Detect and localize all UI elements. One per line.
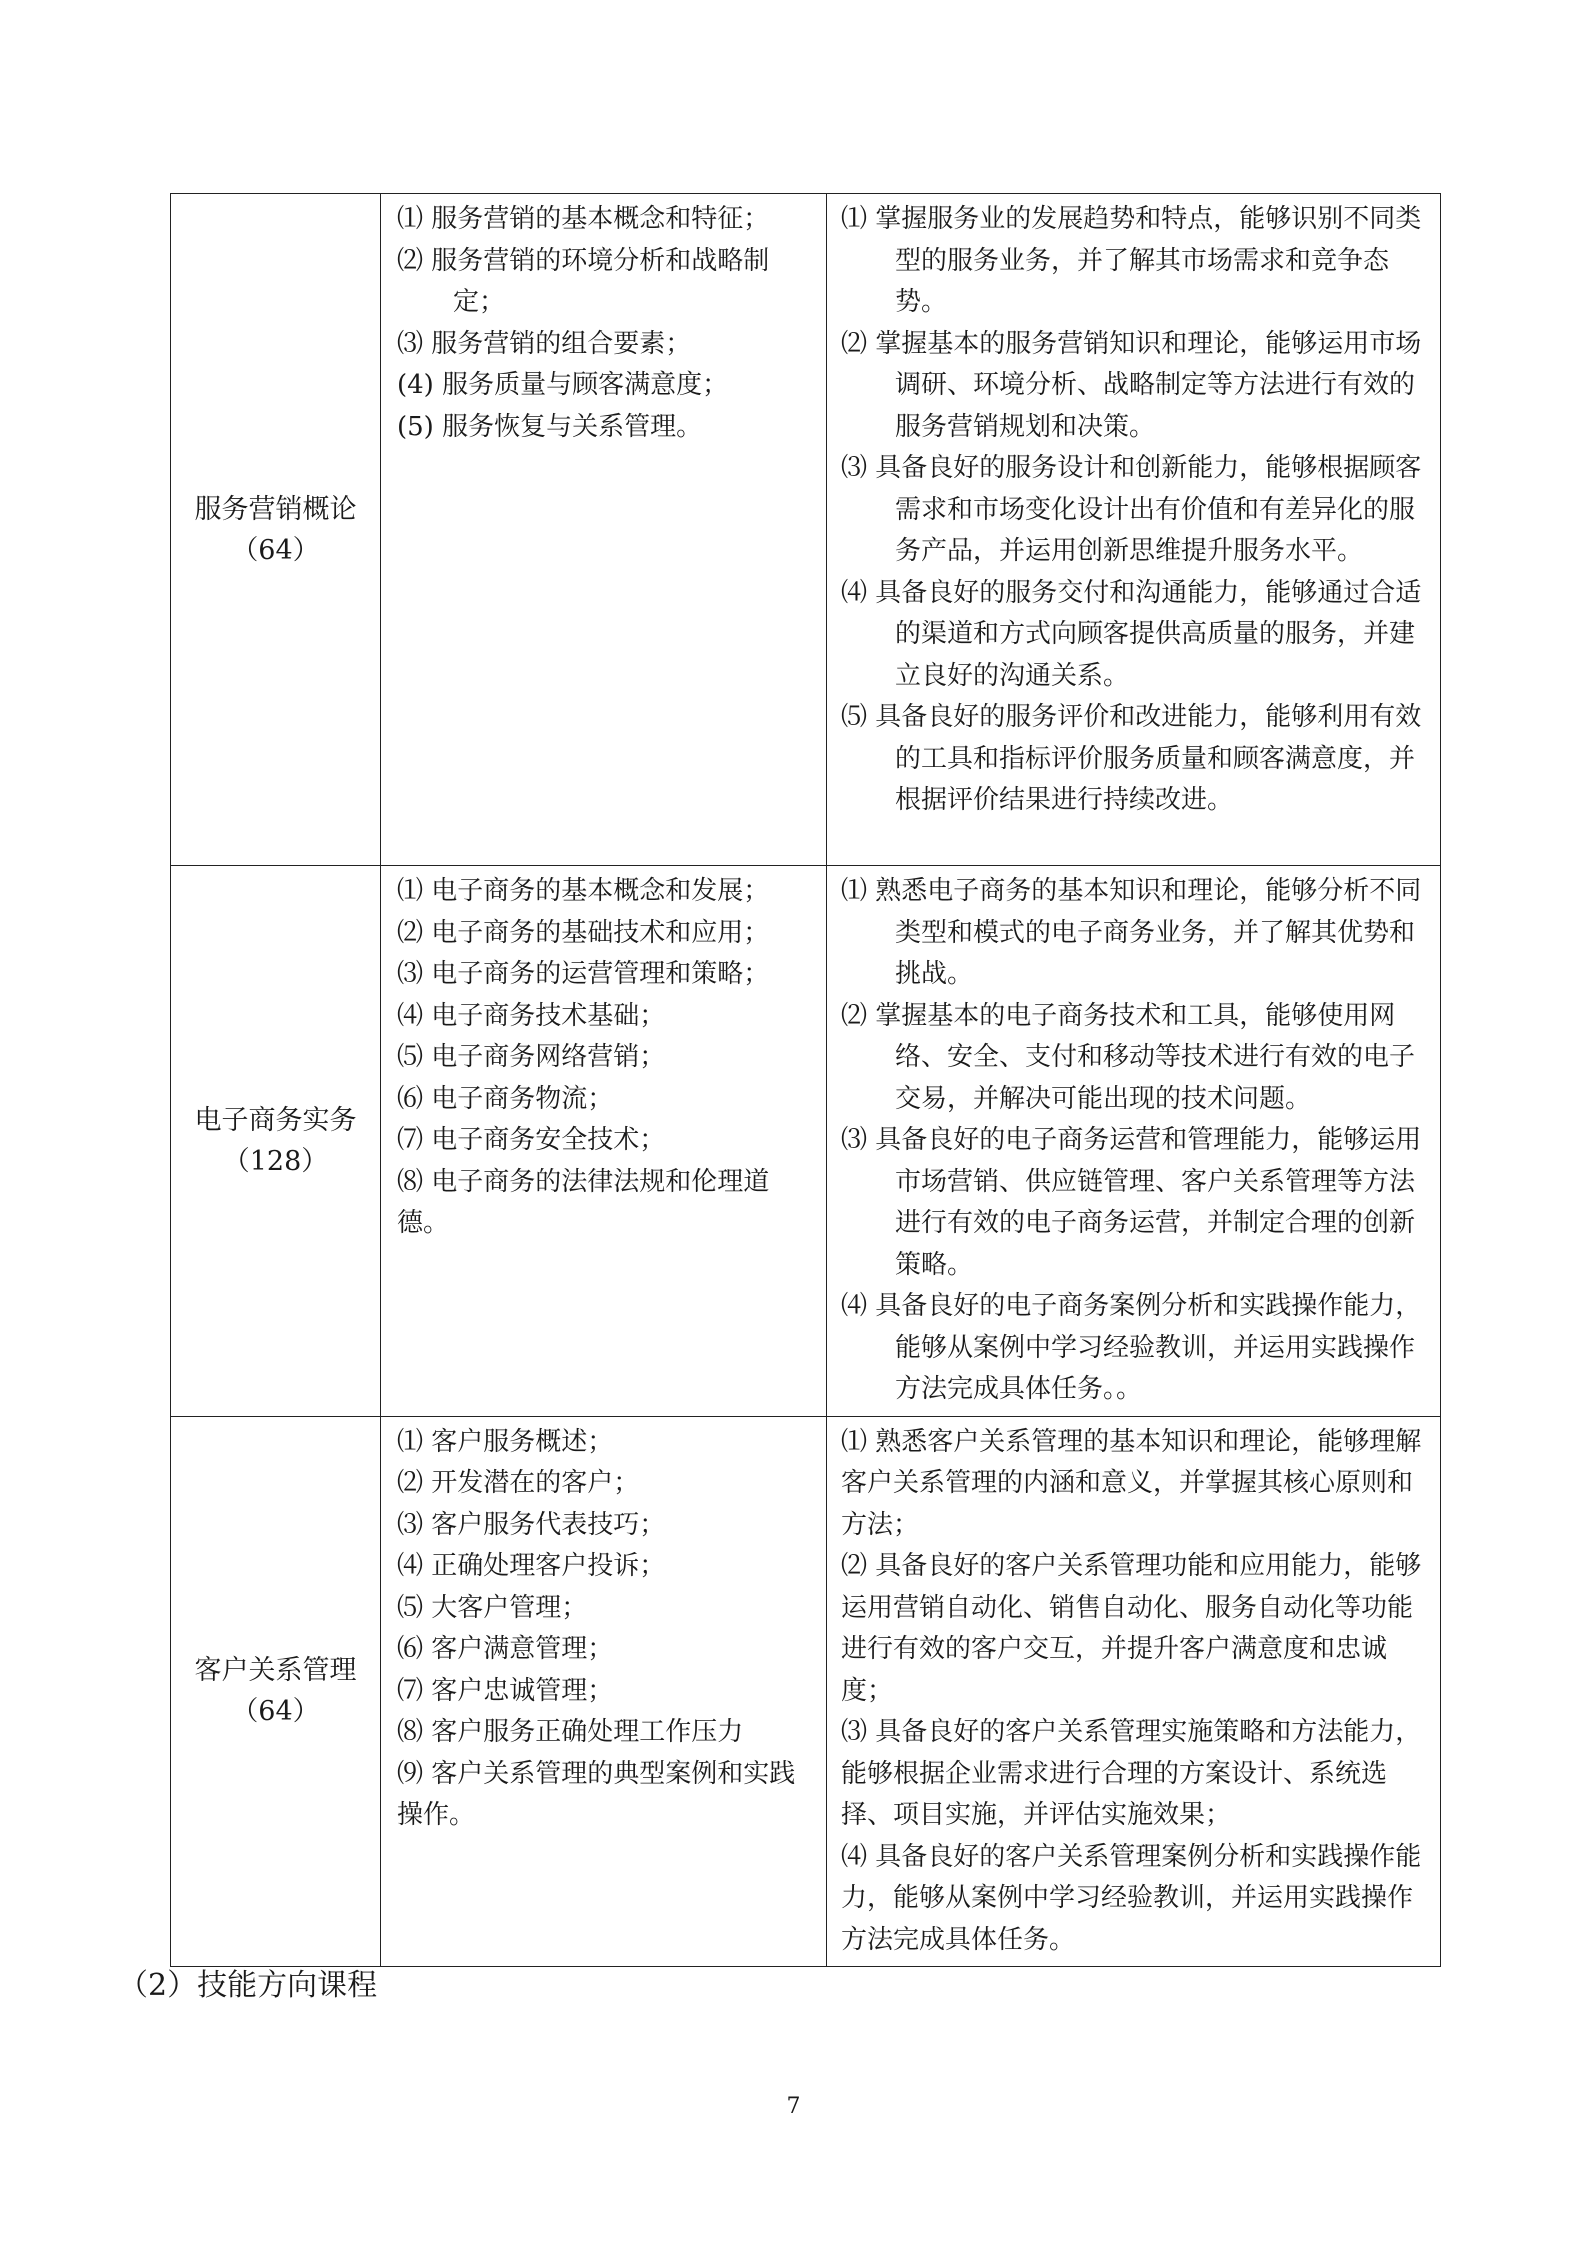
course-hours: （64） — [231, 1696, 320, 1728]
content-item: ⑼ 客户关系管理的典型案例和实践操作。 — [397, 1758, 796, 1830]
content-item: (5) 服务恢复与关系管理。 — [397, 411, 703, 442]
course-name-cell — [171, 194, 381, 866]
content-item: ⑴ 服务营销的基本概念和特征； — [397, 204, 770, 234]
content-item: ⑷ 正确处理客户投诉； — [397, 1551, 666, 1581]
goal-item: ⑷ 具备良好的服务交付和沟通能力，能够通过合适的渠道和方式向顾客提供高质量的服务，并建立良好的沟通关系。 — [841, 577, 1422, 691]
content-item: ⑻ 客户服务正确处理工作压力 — [397, 1717, 744, 1747]
content-item: ⑵ 开发潜在的客户； — [397, 1468, 640, 1498]
course-name-cell — [171, 1416, 381, 1967]
goal-item: ⑷ 具备良好的电子商务案例分析和实践操作能力，能够从案例中学习经验教训，并运用实践操作方法完成具体任务。。 — [841, 1291, 1422, 1404]
goal-item: ⑵ 具备良好的客户关系管理功能和应用能力，能够运用营销自动化、销售自动化、服务自动化等功能进行有效的客户交互，并提升客户满意度和忠诚度； — [841, 1551, 1422, 1706]
course-table — [170, 193, 1441, 1967]
course-goal-cell — [827, 866, 1441, 1417]
table-row — [171, 1416, 1441, 1967]
course-goal-cell — [827, 194, 1441, 866]
course-content-cell — [381, 1416, 827, 1967]
goal-item: ⑴ 掌握服务业的发展趋势和特点，能够识别不同类型的服务业务，并了解其市场需求和竞争态势。 — [841, 204, 1422, 317]
page-number: 7 — [786, 2094, 801, 2119]
table-row — [171, 194, 1441, 866]
content-item: ⑸ 电子商务网络营销； — [397, 1042, 666, 1072]
course-hours: （128） — [222, 1145, 329, 1177]
content-item: ⑹ 电子商务物流； — [397, 1083, 614, 1114]
content-item: ⑶ 服务营销的组合要素； — [397, 328, 692, 359]
goal-item: ⑵ 掌握基本的电子商务技术和工具，能够使用网络、安全、支付和移动等技术进行有效的电子交易，并解决可能出现的技术问题。 — [841, 1000, 1416, 1114]
content-item: ⑻ 电子商务的法律法规和伦理道德。 — [397, 1166, 770, 1238]
goal-item: ⑶ 具备良好的客户关系管理实施策略和方法能力，能够根据企业需求进行合理的方案设计、系统选择、项目实施，并评估实施效果； — [841, 1717, 1422, 1830]
content-item: ⑷ 电子商务技术基础； — [397, 1000, 666, 1031]
content-item: ⑵ 服务营销的环境分析和战略制定； — [397, 245, 770, 317]
course-content-cell — [381, 866, 827, 1417]
goal-item: ⑵ 掌握基本的服务营销知识和理论，能够运用市场调研、环境分析、战略制定等方法进行有效的服务营销规划和决策。 — [841, 328, 1422, 442]
course-goal-cell — [827, 1416, 1441, 1967]
course-name: 客户关系管理 — [194, 1655, 357, 1687]
content-item: ⑶ 客户服务代表技巧； — [397, 1509, 666, 1540]
goal-item: ⑶ 具备良好的电子商务运营和管理能力，能够运用市场营销、供应链管理、客户关系管理等方法进行有效的电子商务运营，并制定合理的创新策略。 — [841, 1125, 1422, 1280]
content-item: ⑴ 电子商务的基本概念和发展； — [397, 876, 770, 906]
goal-item: ⑴ 熟悉客户关系管理的基本知识和理论，能够理解客户关系管理的内涵和意义，并掌握其核心原则和方法； — [841, 1426, 1422, 1540]
content-item: ⑺ 客户忠诚管理； — [397, 1675, 614, 1706]
content-item: ⑶ 电子商务的运营管理和策略； — [397, 959, 770, 989]
content-item: ⑺ 电子商务安全技术； — [397, 1125, 666, 1155]
goal-item: ⑶ 具备良好的服务设计和创新能力，能够根据顾客需求和市场变化设计出有价值和有差异化的服务产品，并运用创新思维提升服务水平。 — [841, 453, 1422, 566]
course-hours: （64） — [231, 534, 320, 566]
course-content-cell — [381, 194, 827, 866]
content-item: (4) 服务质量与顾客满意度； — [397, 370, 729, 400]
content-item: ⑴ 客户服务概述； — [397, 1426, 614, 1457]
section-heading: （2）技能方向课程 — [118, 1968, 378, 2003]
course-name: 电子商务实务 — [194, 1104, 357, 1136]
content-item: ⑹ 客户满意管理； — [397, 1634, 614, 1664]
course-name: 服务营销概论 — [194, 493, 357, 525]
content-item: ⑸ 大客户管理； — [397, 1592, 588, 1623]
goal-item: ⑸ 具备良好的服务评价和改进能力，能够利用有效的工具和指标评价服务质量和顾客满意度，并根据评价结果进行持续改进。 — [841, 702, 1422, 815]
goal-item: ⑴ 熟悉电子商务的基本知识和理论，能够分析不同类型和模式的电子商务业务，并了解其优势和挑战。 — [841, 876, 1422, 989]
content-item: ⑵ 电子商务的基础技术和应用； — [397, 917, 770, 948]
table-row — [171, 866, 1441, 1417]
goal-item: ⑷ 具备良好的客户关系管理案例分析和实践操作能力，能够从案例中学习经验教训，并运用实践操作方法完成具体任务。 — [841, 1841, 1422, 1955]
course-name-cell — [171, 866, 381, 1417]
